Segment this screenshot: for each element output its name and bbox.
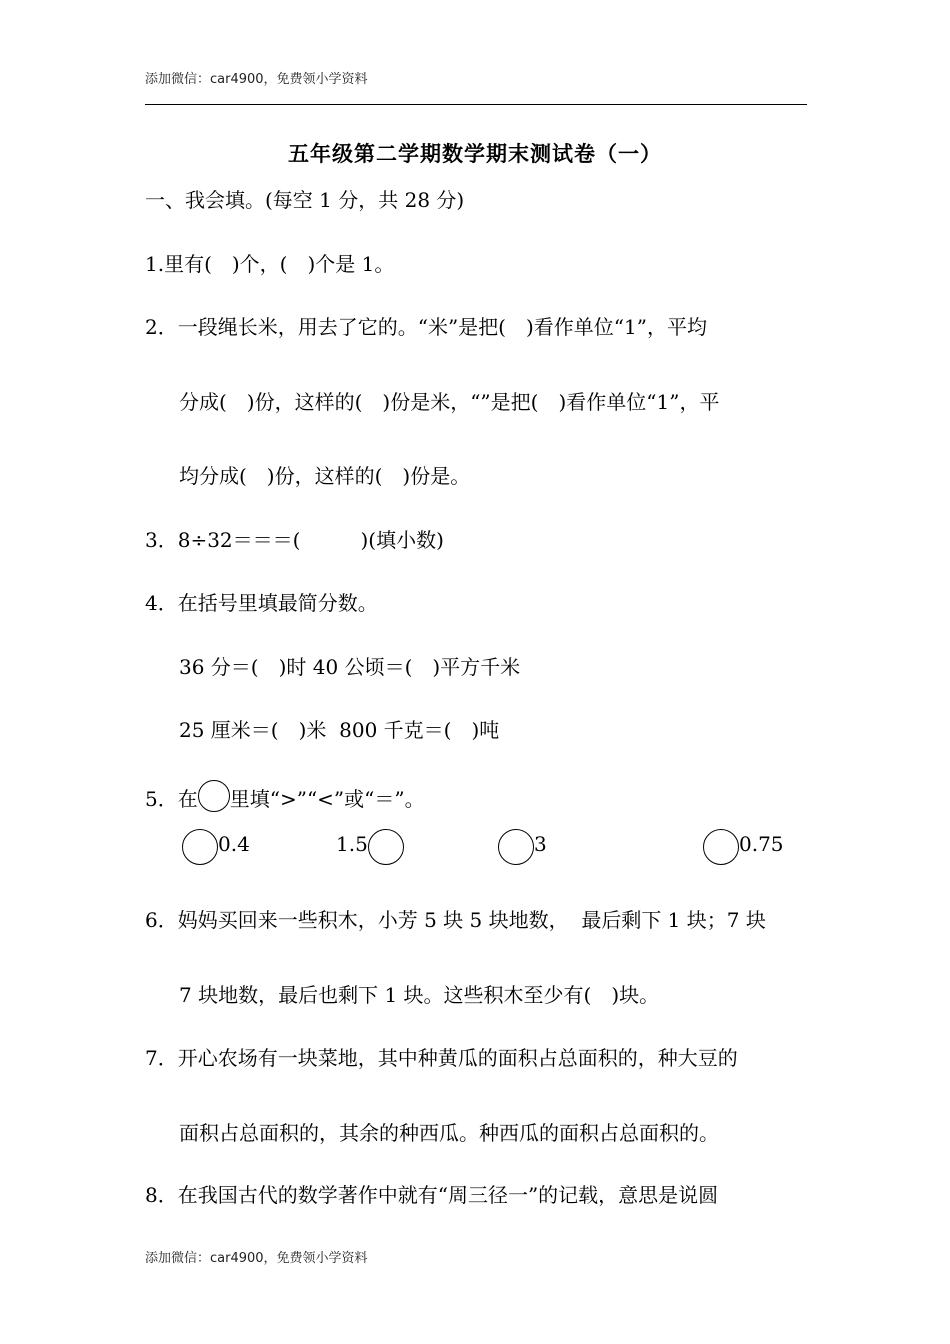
comparison-item-2 xyxy=(336,829,404,865)
question-1: 1.里有( )个，( )个是 1。 xyxy=(145,252,395,276)
question-5-suffix: 里填“>”“<”或“＝”。 xyxy=(229,787,425,811)
question-7-line-2: 面积占总面积的，其余的种西瓜。种西瓜的面积占总面积的。 xyxy=(179,1121,719,1145)
header-rule xyxy=(145,104,807,105)
comparison-circle-icon xyxy=(198,780,230,812)
question-3: 3．8÷32＝＝＝( )(填小数) xyxy=(145,528,444,552)
question-4-line-3: 25 厘米＝( )米 800 千克＝( )吨 xyxy=(179,718,500,742)
answer-circle-icon[interactable] xyxy=(368,829,404,865)
comparison-item-1 xyxy=(182,829,250,865)
question-6-line-1: 6．妈妈买回来一些积木，小芳 5 块 5 块地数， 最后剩下 1 块；7 块 xyxy=(145,908,766,932)
question-4-line-1: 4．在括号里填最简分数。 xyxy=(145,591,378,615)
answer-circle-icon[interactable] xyxy=(498,829,534,865)
question-2-line-3: 均分成( )份，这样的( )份是。 xyxy=(179,464,471,488)
page-footer: 添加微信：car4900，免费领小学资料 xyxy=(145,1251,368,1266)
question-5-instruction xyxy=(145,780,425,813)
page-header: 添加微信：car4900，免费领小学资料 xyxy=(145,72,368,87)
question-7-line-1: 7．开心农场有一块菜地，其中种黄瓜的面积占总面积的，种大豆的 xyxy=(145,1046,738,1070)
page-title: 五年级第二学期数学期末测试卷（一） xyxy=(288,141,662,166)
comparison-item-4 xyxy=(703,829,784,865)
question-2-line-1: 2．一段绳长米，用去了它的。“米”是把( )看作单位“1”，平均 xyxy=(145,315,707,339)
question-5-prefix: 5．在 xyxy=(145,787,198,811)
answer-circle-icon[interactable] xyxy=(182,829,218,865)
question-2-line-2: 分成( )份，这样的( )份是米，“”是把( )看作单位“1”，平 xyxy=(179,390,720,414)
answer-circle-icon[interactable] xyxy=(703,829,739,865)
question-8-line-1: 8．在我国古代的数学著作中就有“周三径一”的记载，意思是说圆 xyxy=(145,1183,719,1207)
comparison-value-3: 3 xyxy=(534,832,547,856)
question-4-line-2: 36 分＝( )时 40 公顷＝( )平方千米 xyxy=(179,655,521,679)
section-1-heading: 一、我会填。(每空 1 分，共 28 分) xyxy=(145,188,465,212)
comparison-value-2: 1.5 xyxy=(336,832,368,856)
comparison-value-1: 0.4 xyxy=(218,832,250,856)
question-6-line-2: 7 块地数，最后也剩下 1 块。这些积木至少有( )块。 xyxy=(179,983,660,1007)
comparison-value-4: 0.75 xyxy=(739,832,784,856)
comparison-item-3 xyxy=(498,829,547,865)
